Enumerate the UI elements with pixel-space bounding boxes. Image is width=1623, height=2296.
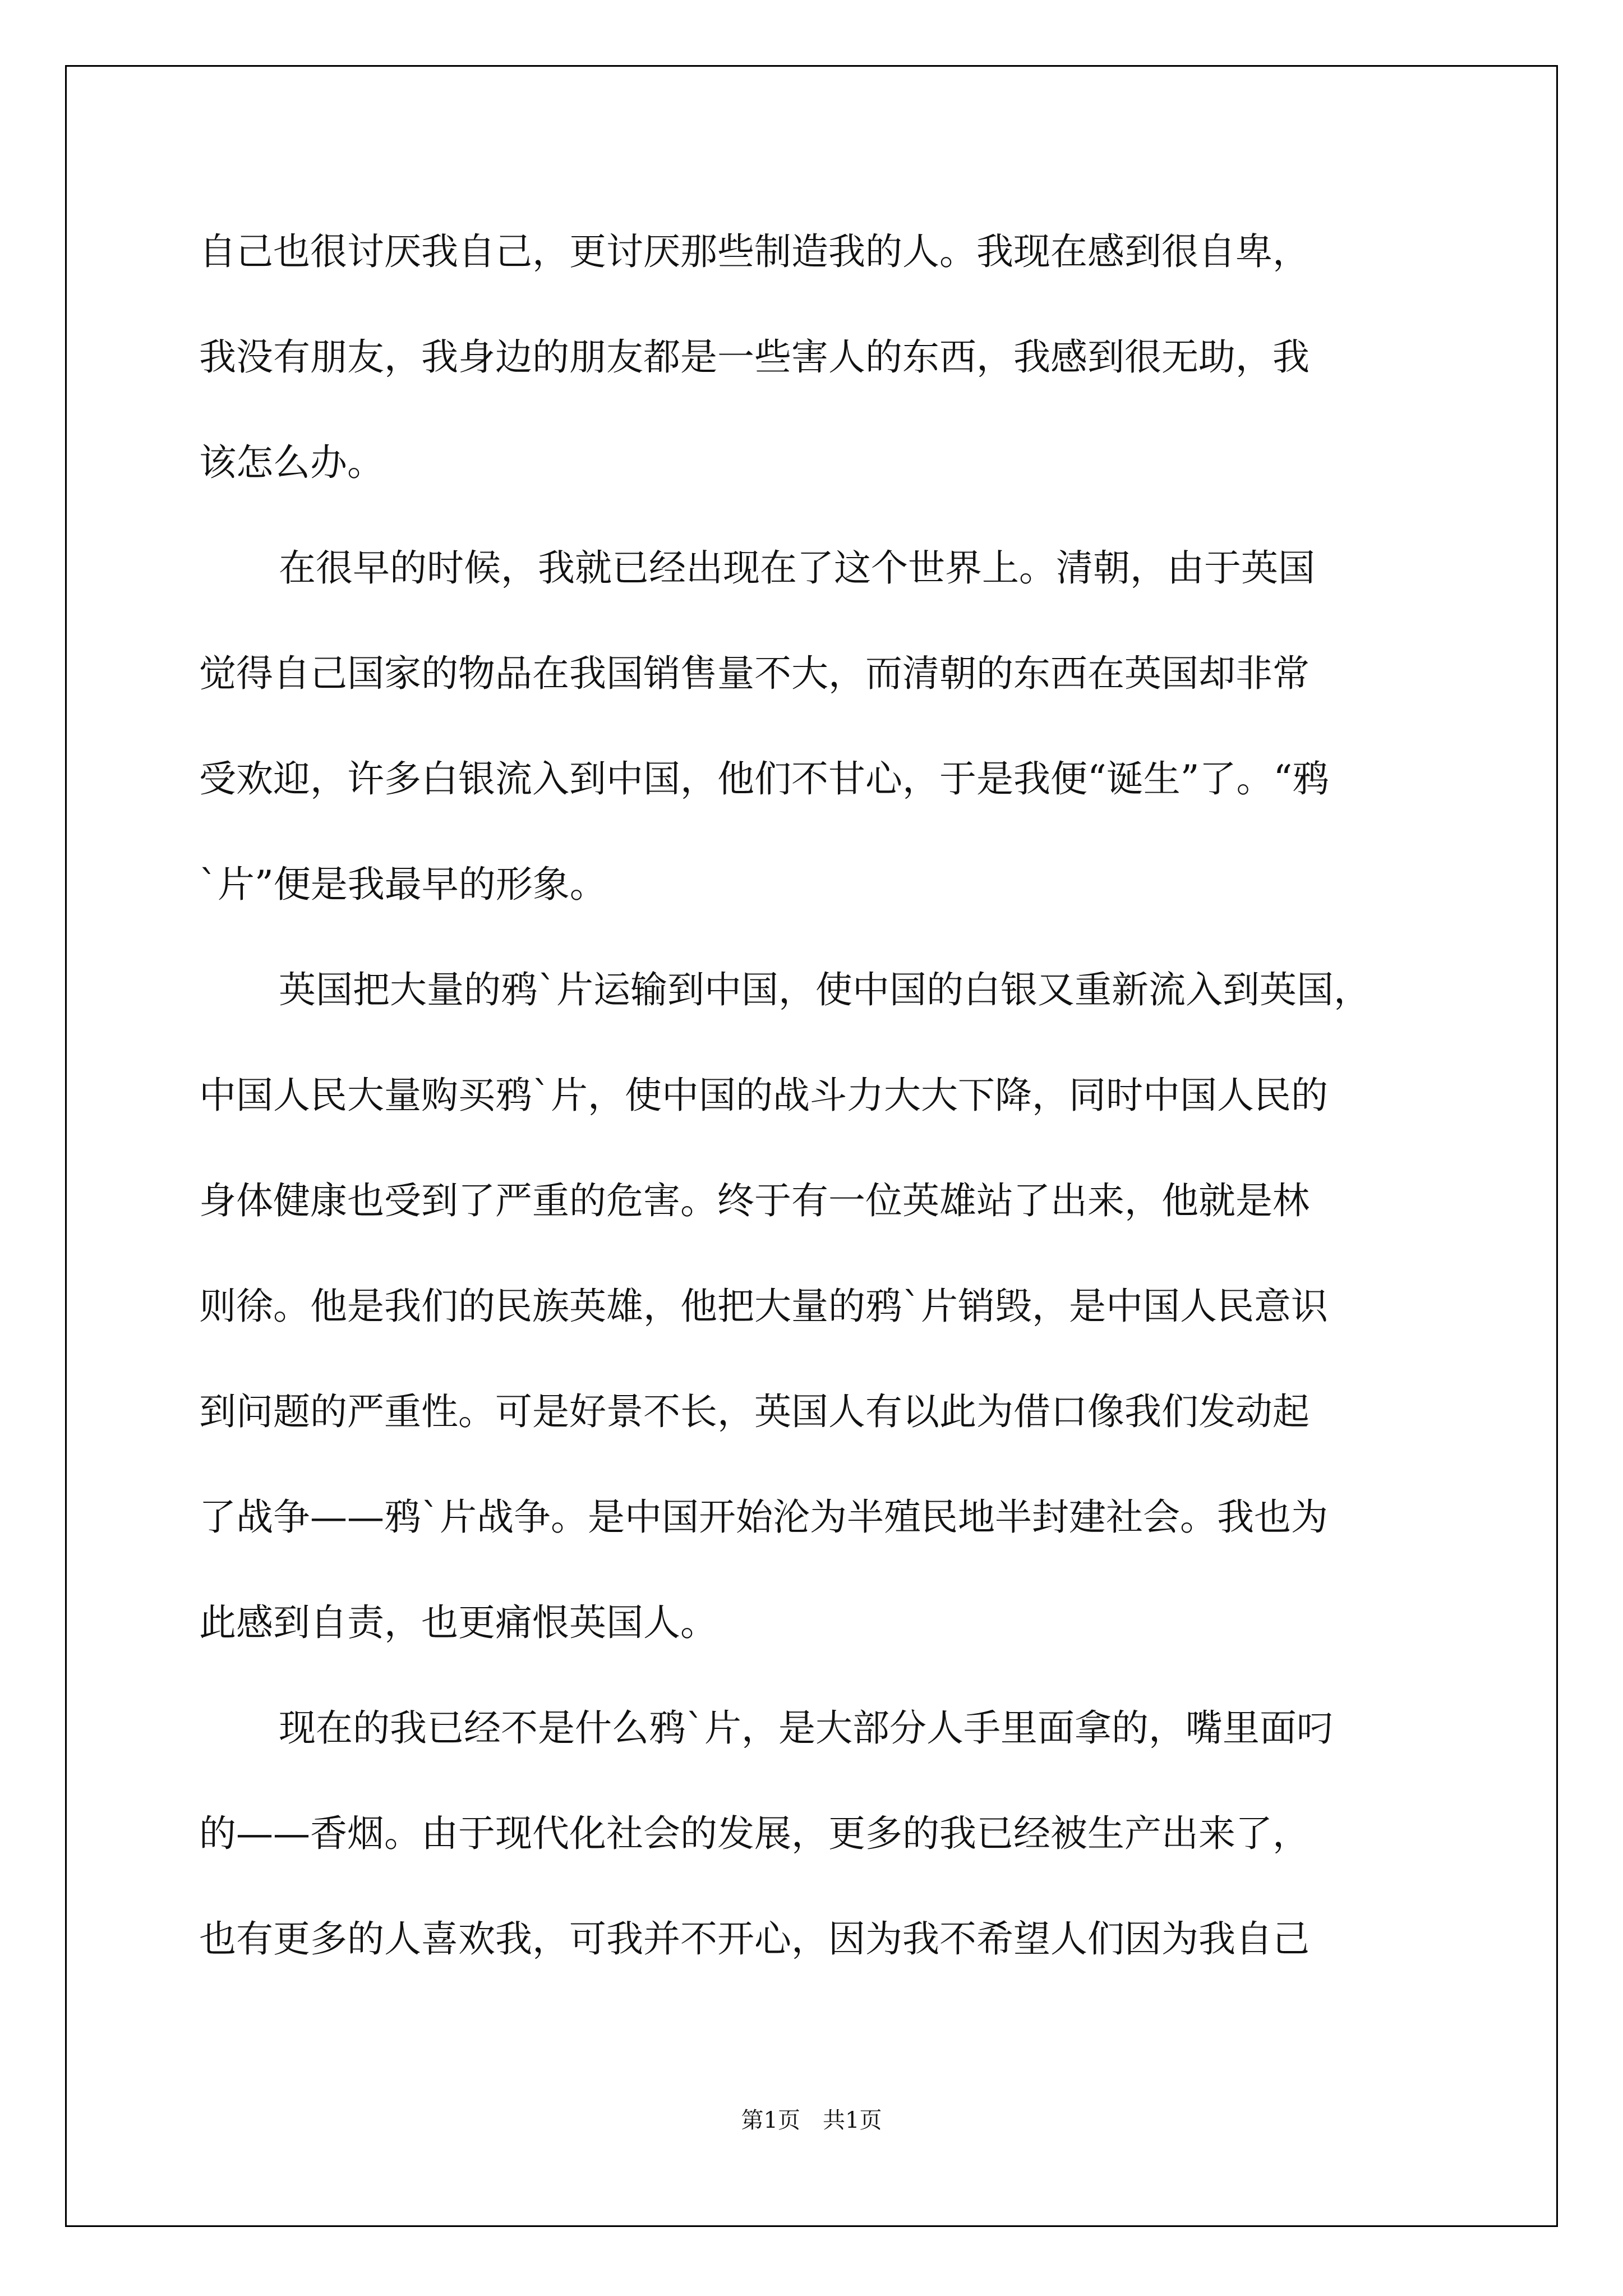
paragraph-start-line: 现在的我已经不是什么鸦`片，是大部分人手里面拿的，嘴里面叼 bbox=[279, 1706, 1334, 1750]
text-line: 也有更多的人喜欢我，可我并不开心，因为我不希望人们因为我自己 bbox=[199, 1917, 1310, 1961]
paragraph-start-line: 在很早的时候，我就已经出现在了这个世界上。清朝，由于英国 bbox=[279, 546, 1315, 590]
text-line: 身体健康也受到了严重的危害。终于有一位英雄站了出来，他就是林 bbox=[199, 1179, 1310, 1222]
text-line: 了战争——鸦`片战争。是中国开始沦为半殖民地半封建社会。我也为 bbox=[199, 1496, 1328, 1539]
paragraph-start-line: 英国把大量的鸦`片运输到中国，使中国的白银又重新流入到英国， bbox=[279, 968, 1371, 1011]
text-line: 受欢迎，许多白银流入到中国，他们不甘心，于是我便“诞生”了。“鸦 bbox=[199, 757, 1330, 800]
text-line: 觉得自己国家的物品在我国销售量不大，而清朝的东西在英国却非常 bbox=[199, 652, 1310, 695]
text-line: 该怎么办。 bbox=[199, 441, 384, 484]
text-line: `片”便是我最早的形象。 bbox=[199, 863, 607, 906]
text-line: 则徐。他是我们的民族英雄，他把大量的鸦`片销毁，是中国人民意识 bbox=[199, 1285, 1328, 1328]
text-line: 到问题的严重性。可是好景不长，英国人有以此为借口像我们发动起 bbox=[199, 1390, 1310, 1433]
text-line: 中国人民大量购买鸦`片，使中国的战斗力大大下降，同时中国人民的 bbox=[199, 1074, 1328, 1117]
text-line: 的——香烟。由于现代化社会的发展，更多的我已经被生产出来了， bbox=[199, 1812, 1310, 1855]
text-line: 我没有朋友，我身边的朋友都是一些害人的东西，我感到很无助，我 bbox=[199, 335, 1310, 379]
page-number-footer: 第1页 共1页 bbox=[741, 2108, 882, 2133]
text-line: 此感到自责，也更痛恨英国人。 bbox=[199, 1601, 717, 1644]
text-line: 自己也很讨厌我自己，更讨厌那些制造我的人。我现在感到很自卑， bbox=[199, 230, 1310, 273]
